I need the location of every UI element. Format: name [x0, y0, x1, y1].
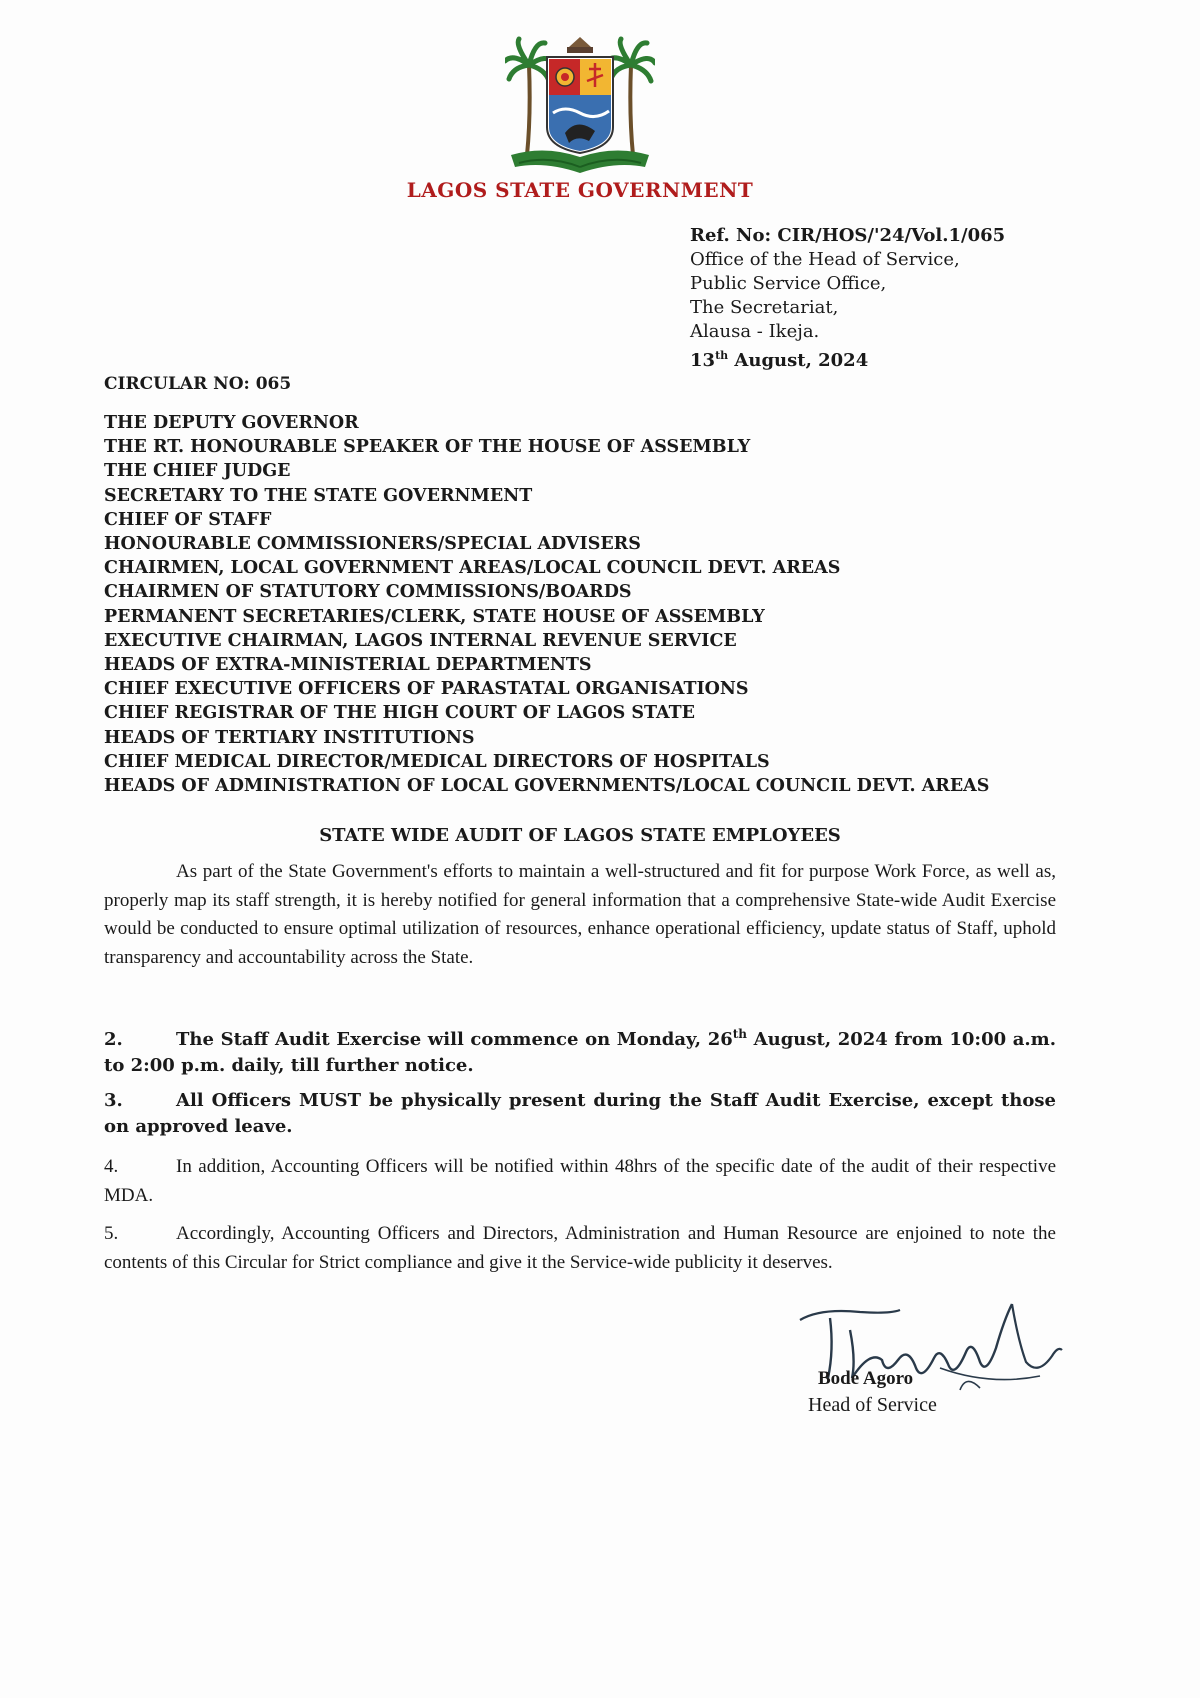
address-line-public-service: Public Service Office, — [690, 273, 887, 294]
paragraph-2-sup: th — [732, 1027, 748, 1041]
paragraph-5-text: Accordingly, Accounting Officers and Directors, Administration and Human Resource are enjoined to note the contents of this Circular for Strict compliance and give it the Service-wide publicity it deserves. — [104, 1223, 1056, 1273]
recipient-item: CHIEF OF STAFF — [104, 509, 272, 530]
paragraph-number: 4. — [104, 1156, 119, 1177]
address-line-secretariat: The Secretariat, — [690, 297, 839, 318]
paragraph-2-text-b: August, 2024 from 10:00 a.m. to 2:00 p.m. daily, till further notice. — [104, 1029, 1056, 1076]
recipient-item: PERMANENT SECRETARIES/CLERK, STATE HOUSE OF ASSEMBLY — [104, 606, 765, 627]
address-block — [690, 224, 1005, 373]
recipient-item: CHIEF MEDICAL DIRECTOR/MEDICAL DIRECTORS OF HOSPITALS — [104, 751, 770, 772]
circular-number: CIRCULAR NO: 065 — [104, 374, 292, 394]
paragraph-number: 5. — [104, 1223, 119, 1244]
paragraph-number: 2. — [104, 1029, 123, 1050]
recipient-item: HEADS OF ADMINISTRATION OF LOCAL GOVERNMENTS/LOCAL COUNCIL DEVT. AREAS — [104, 776, 990, 797]
date-suffix: th — [715, 349, 729, 362]
government-title: LAGOS STATE GOVERNMENT — [406, 178, 754, 202]
paragraph-2 — [104, 1021, 1056, 1079]
paragraph-number: 3. — [104, 1090, 123, 1111]
paragraph-4-text: In addition, Accounting Officers will be notified within 48hrs of the specific date of the audit of their respective MDA. — [104, 1156, 1056, 1206]
recipient-item: HEADS OF TERTIARY INSTITUTIONS — [104, 727, 475, 748]
crest-shield-icon — [547, 57, 613, 153]
recipient-item: HEADS OF EXTRA-MINISTERIAL DEPARTMENTS — [104, 655, 592, 676]
reference-number: Ref. No: CIR/HOS/'24/Vol.1/065 — [690, 225, 1006, 246]
recipient-item: THE CHIEF JUDGE — [104, 461, 291, 482]
paragraph-5 — [104, 1220, 1056, 1277]
recipient-item: HONOURABLE COMMISSIONERS/SPECIAL ADVISERS — [104, 534, 641, 555]
recipient-item: SECRETARY TO THE STATE GOVERNMENT — [104, 485, 533, 506]
paragraph-1: As part of the State Government's efforts to maintain a well-structured and fit for purpose Work Force, as well as, properly map its staff strength, it is hereby notified for general information that a comprehensive State-wide Audit Exercise would be conducted to ensure optimal utilization of resources, enhance operational efficiency, update status of Staff, uphold transparency and accountability across the State. — [104, 861, 1056, 968]
recipients-list — [104, 411, 989, 798]
circular-subject: STATE WIDE AUDIT OF LAGOS STATE EMPLOYEES — [319, 825, 841, 846]
recipient-item: CHAIRMEN, LOCAL GOVERNMENT AREAS/LOCAL COUNCIL DEVT. AREAS — [104, 558, 841, 579]
signatory-name: Bode Agoro — [818, 1368, 914, 1389]
right-palm-tree-icon — [607, 39, 655, 155]
recipient-item: CHIEF EXECUTIVE OFFICERS OF PARASTATAL ORGANISATIONS — [104, 679, 749, 700]
recipient-item: THE RT. HONOURABLE SPEAKER OF THE HOUSE OF ASSEMBLY — [104, 437, 751, 458]
paragraph-2-text-a: The Staff Audit Exercise will commence on Monday, 26 — [176, 1029, 733, 1050]
recipient-item: THE DEPUTY GOVERNOR — [104, 413, 359, 433]
recipient-item: CHAIRMEN OF STATUTORY COMMISSIONS/BOARDS — [104, 582, 632, 603]
date-day: 13 — [690, 350, 716, 371]
recipient-item: EXECUTIVE CHAIRMAN, LAGOS INTERNAL REVENUE SERVICE — [104, 630, 737, 651]
date-rest: August, 2024 — [728, 350, 869, 371]
paragraph-3 — [104, 1088, 1056, 1140]
paragraph-3-text: All Officers MUST be physically present during the Staff Audit Exercise, except those on approved leave. — [104, 1090, 1056, 1137]
recipient-item: CHIEF REGISTRAR OF THE HIGH COURT OF LAGOS STATE — [104, 703, 696, 724]
address-line-city: Alausa - Ikeja. — [690, 321, 820, 342]
address-line-office: Office of the Head of Service, — [690, 249, 960, 270]
paragraph-4 — [104, 1153, 1056, 1210]
circular-date — [690, 344, 1005, 373]
left-palm-tree-icon — [505, 39, 553, 155]
lagos-state-crest-icon — [505, 35, 655, 175]
signatory-title: Head of Service — [808, 1394, 937, 1416]
